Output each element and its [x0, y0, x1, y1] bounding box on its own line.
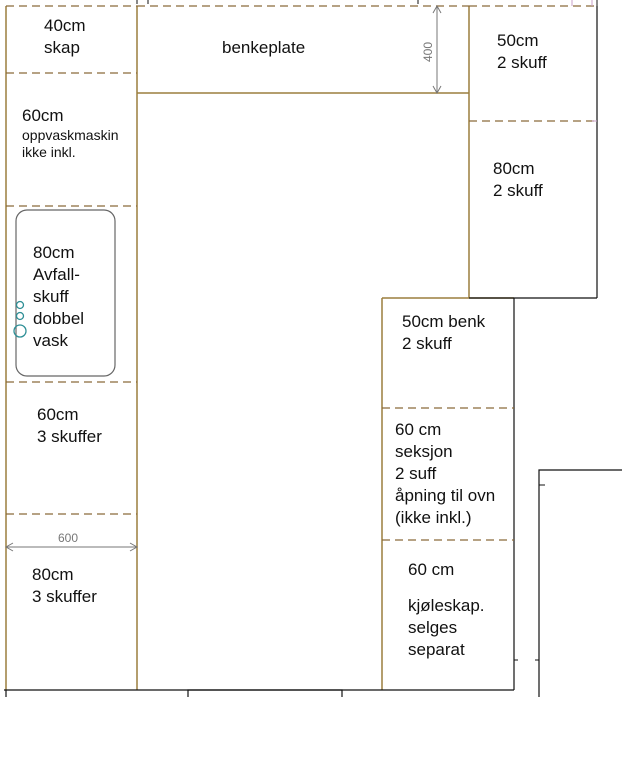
- cabinet-type: 2 skuff: [402, 334, 452, 353]
- cabinet-60-fridge: 60 cm kjøleskap. selges separat: [408, 560, 485, 659]
- cabinet-80-drawers: [32, 564, 97, 608]
- cabinet-60-drawers: [37, 404, 102, 448]
- cabinet-width: 40cm: [44, 16, 86, 35]
- cabinet-40-skap: [44, 15, 86, 59]
- cabinet-width: 60cm: [22, 106, 64, 125]
- cabinet-width: 80cm: [32, 565, 74, 584]
- cabinet-note: ikke inkl.: [22, 144, 76, 160]
- cabinet-width: 60 cm: [408, 560, 455, 579]
- cabinet-60-oven-section: 60 cm seksjon 2 suff åpning til ovn (ikke inkl.): [395, 420, 496, 527]
- cabinet-width: 50cm: [497, 31, 539, 50]
- dimension-depth-label: 400: [421, 41, 435, 62]
- cabinet-right-50: [497, 30, 547, 74]
- cabinet-80-sink: 80cm Avfall- skuff dobbel vask: [33, 243, 85, 350]
- cabinet-50-bench: [402, 311, 485, 355]
- corner-marks: [572, 0, 597, 121]
- dimension-width-label: 600: [58, 531, 79, 545]
- cabinet-right-80: [493, 158, 543, 202]
- right-room-outline: [539, 470, 622, 697]
- cabinet-type: 3 skuffer: [32, 587, 97, 606]
- countertop-label: benkeplate: [222, 38, 306, 57]
- cabinet-width: 80cm: [493, 159, 535, 178]
- cabinet-type: 2 skuff: [493, 181, 543, 200]
- cabinet-type: skap: [44, 38, 80, 57]
- cabinet-width: 60 cm: [395, 420, 442, 439]
- section-dividers: [6, 6, 597, 540]
- cabinet-type: 3 skuffer: [37, 427, 102, 446]
- cabinet-width: 50cm benk: [402, 312, 486, 331]
- cabinet-60-dishwasher: [22, 105, 119, 161]
- cabinet-width: 60cm: [37, 405, 79, 424]
- wall-ticks: [137, 0, 597, 660]
- cabinet-width: 80cm: [33, 243, 75, 262]
- door-outline: [188, 690, 342, 697]
- cabinet-type: 2 skuff: [497, 53, 547, 72]
- cabinet-type: oppvaskmaskin: [22, 127, 119, 143]
